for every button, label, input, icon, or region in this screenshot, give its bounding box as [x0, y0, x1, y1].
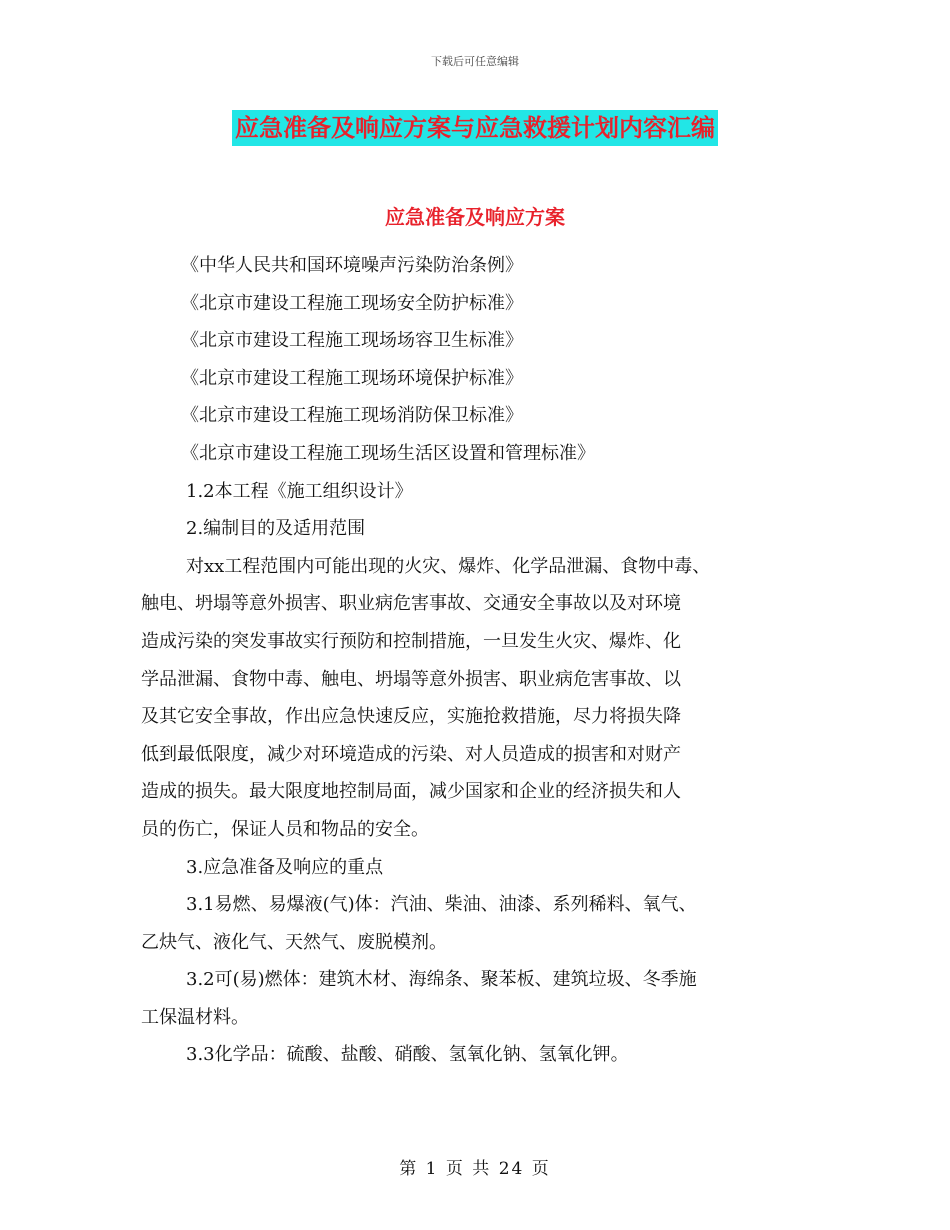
page-number-footer: 第 1 页 共 24 页	[399, 1159, 551, 1179]
paragraph-line: 触电、坍塌等意外损害、职业病危害事故、交通安全事故以及对环境	[141, 593, 681, 615]
item-3-1-line: 乙炔气、液化气、天然气、废脱模剂。	[141, 931, 447, 953]
paragraph-line: 学品泄漏、食物中毒、触电、坍塌等意外损害、职业病危害事故、以	[141, 668, 681, 690]
paragraph-line: 员的伤亡，保证人员和物品的安全。	[141, 818, 429, 840]
item-3-2-line: 工保温材料。	[141, 1006, 249, 1028]
document-body	[141, 247, 831, 1074]
item-3-1-line: 3.1易燃、易爆液(气)体：汽油、柴油、油漆、系列稀料、氧气、	[186, 894, 697, 916]
item-1-2: 1.2本工程《施工组织设计》	[186, 480, 413, 502]
header-note: 下载后可任意编辑	[431, 55, 519, 68]
reference-item: 《北京市建设工程施工现场生活区设置和管理标准》	[181, 442, 595, 464]
reference-item: 《北京市建设工程施工现场安全防护标准》	[181, 292, 523, 314]
paragraph-line: 低到最低限度，减少对环境造成的污染、对人员造成的损害和对财产	[141, 743, 681, 765]
paragraph-line: 造成的损失。最大限度地控制局面，减少国家和企业的经济损失和人	[141, 781, 681, 803]
paragraph-line: 造成污染的突发事故实行预防和控制措施，一旦发生火灾、爆炸、化	[141, 630, 681, 652]
heading-2: 2.编制目的及适用范围	[186, 518, 366, 540]
item-3-2-line: 3.2可(易)燃体：建筑木材、海绵条、聚苯板、建筑垃圾、冬季施	[186, 969, 697, 991]
section-title: 应急准备及响应方案	[385, 205, 565, 229]
item-3-3: 3.3化学品：硫酸、盐酸、硝酸、氢氧化钠、氢氧化钾。	[186, 1044, 629, 1066]
paragraph-line: 及其它安全事故，作出应急快速反应，实施抢救措施，尽力将损失降	[141, 706, 681, 728]
reference-item: 《北京市建设工程施工现场消防保卫标准》	[181, 405, 523, 427]
reference-item: 《中华人民共和国环境噪声污染防治条例》	[181, 255, 523, 276]
main-title: 应急准备及响应方案与应急救援计划内容汇编	[232, 110, 718, 146]
main-title-wrap	[0, 110, 950, 146]
paragraph-line: 对xx工程范围内可能出现的火灾、爆炸、化学品泄漏、食物中毒、	[186, 555, 711, 577]
reference-item: 《北京市建设工程施工现场场容卫生标准》	[181, 330, 523, 352]
heading-3: 3.应急准备及响应的重点	[186, 856, 384, 878]
reference-item: 《北京市建设工程施工现场环境保护标准》	[181, 367, 523, 389]
